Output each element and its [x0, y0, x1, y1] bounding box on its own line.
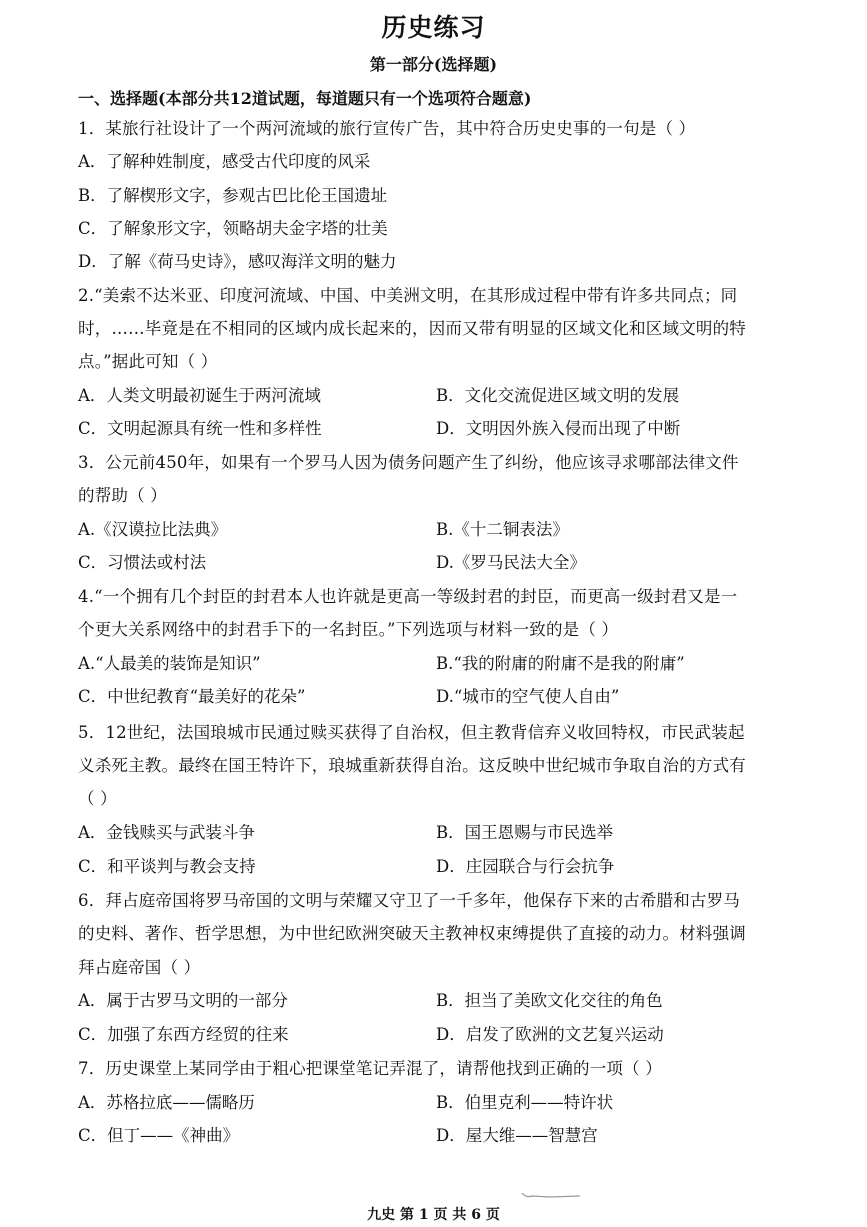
- question-4-option-c: C．中世纪教育“最美好的花朵”: [78, 687, 306, 706]
- question-6-option-d: D．启发了欧洲的文艺复兴运动: [436, 1025, 664, 1044]
- scan-smudge-mark: [520, 1190, 600, 1200]
- question-1-stem-line-1: 1．某旅行社设计了一个两河流域的旅行宣传广告，其中符合历史史事的一句是（ ）: [78, 119, 696, 138]
- question-1-option-d: D．了解《荷马史诗》，感叹海洋文明的魅力: [78, 252, 397, 271]
- question-2-stem-line-3: 点。”据此可知（ ）: [78, 352, 218, 371]
- part-subtitle: 第一部分(选择题): [369, 55, 498, 74]
- question-7-option-b: B．伯里克利——特许状: [436, 1093, 614, 1112]
- question-4-option-b: B.“我的附庸的附庸不是我的附庸”: [436, 654, 685, 673]
- question-5-option-c: C．和平谈判与教会支持: [78, 857, 256, 876]
- question-3-option-d: D.《罗马民法大全》: [436, 553, 586, 572]
- question-5-option-a: A．金钱赎买与武装斗争: [78, 823, 255, 842]
- question-3-option-a: A.《汉谟拉比法典》: [78, 520, 228, 539]
- question-1-option-c: C．了解象形文字，领略胡夫金字塔的壮美: [78, 219, 388, 238]
- question-6-option-c: C．加强了东西方经贸的往来: [78, 1025, 289, 1044]
- question-5-option-b: B．国王恩赐与市民选举: [436, 823, 614, 842]
- question-4-option-d: D.“城市的空气使人自由”: [436, 687, 620, 706]
- question-2-option-c: C．文明起源具有统一性和多样性: [78, 419, 322, 438]
- question-5-stem-line-1: 5．12世纪，法国琅城市民通过赎买获得了自治权，但主教背信弃义收回特权，市民武装起: [78, 723, 745, 742]
- question-7-option-d: D．屋大维——智慧宫: [436, 1126, 598, 1145]
- question-6-stem-line-2: 的史料、著作、哲学思想，为中世纪欧洲突破天主教神权束缚提供了直接的动力。材料强调: [78, 924, 746, 943]
- question-6-option-b: B．担当了美欧文化交往的角色: [436, 991, 663, 1010]
- question-3-stem-line-1: 3．公元前450年，如果有一个罗马人因为债务问题产生了纠纷，他应该寻求哪部法律文件: [78, 453, 739, 472]
- question-4-option-a: A.“人最美的装饰是知识”: [78, 654, 261, 673]
- question-5-stem-line-3: （ ）: [78, 789, 117, 808]
- question-7-option-a: A．苏格拉底——儒略历: [78, 1093, 255, 1112]
- question-4-stem-line-2: 个更大关系网络中的封君手下的一名封臣。”下列选项与材料一致的是（ ）: [78, 620, 619, 639]
- question-5-stem-line-2: 义杀死主教。最终在国王特许下，琅城重新获得自治。这反映中世纪城市争取自治的方式有: [78, 756, 746, 775]
- question-4-stem-line-1: 4.“一个拥有几个封臣的封君本人也许就是更高一等级封君的封臣，而更高一级封君又是一: [78, 587, 738, 606]
- question-6-stem-line-3: 拜占庭帝国（ ）: [78, 958, 201, 977]
- question-2-option-b: B．文化交流促进区域文明的发展: [436, 386, 680, 405]
- page-footer: 九史 第 1 页 共 6 页: [367, 1207, 500, 1223]
- question-3-option-b: B.《十二铜表法》: [436, 520, 569, 539]
- question-2-stem-line-1: 2.“美索不达米亚、印度河流域、中国、中美洲文明，在其形成过程中带有许多共同点；同: [78, 286, 738, 305]
- question-3-stem-line-2: 的帮助（ ）: [78, 486, 167, 505]
- question-2-option-d: D．文明因外族入侵而出现了中断: [436, 419, 681, 438]
- question-7-option-c: C．但丁——《神曲》: [78, 1126, 240, 1145]
- question-5-option-d: D．庄园联合与行会抗争: [436, 857, 615, 876]
- question-7-stem-line-1: 7．历史课堂上某同学由于粗心把课堂笔记弄混了，请帮他找到正确的一项（ ）: [78, 1059, 662, 1078]
- question-6-stem-line-1: 6．拜占庭帝国将罗马帝国的文明与荣耀又守卫了一千多年，他保存下来的古希腊和古罗马: [78, 891, 740, 910]
- question-2-option-a: A．人类文明最初诞生于两河流域: [78, 386, 321, 405]
- question-1-option-b: B．了解楔形文字，参观古巴比伦王国遗址: [78, 186, 388, 205]
- question-6-option-a: A．属于古罗马文明的一部分: [78, 991, 288, 1010]
- section-heading: 一、选择题(本部分共12道试题，每道题只有一个选项符合题意): [78, 89, 532, 108]
- question-1-option-a: A．了解种姓制度，感受古代印度的风采: [78, 152, 371, 171]
- question-3-option-c: C．习惯法或村法: [78, 553, 207, 572]
- page-title: 历史练习: [381, 13, 486, 42]
- question-2-stem-line-2: 时，……毕竟是在不相同的区域内成长起来的，因而又带有明显的区域文化和区域文明的特: [78, 319, 746, 338]
